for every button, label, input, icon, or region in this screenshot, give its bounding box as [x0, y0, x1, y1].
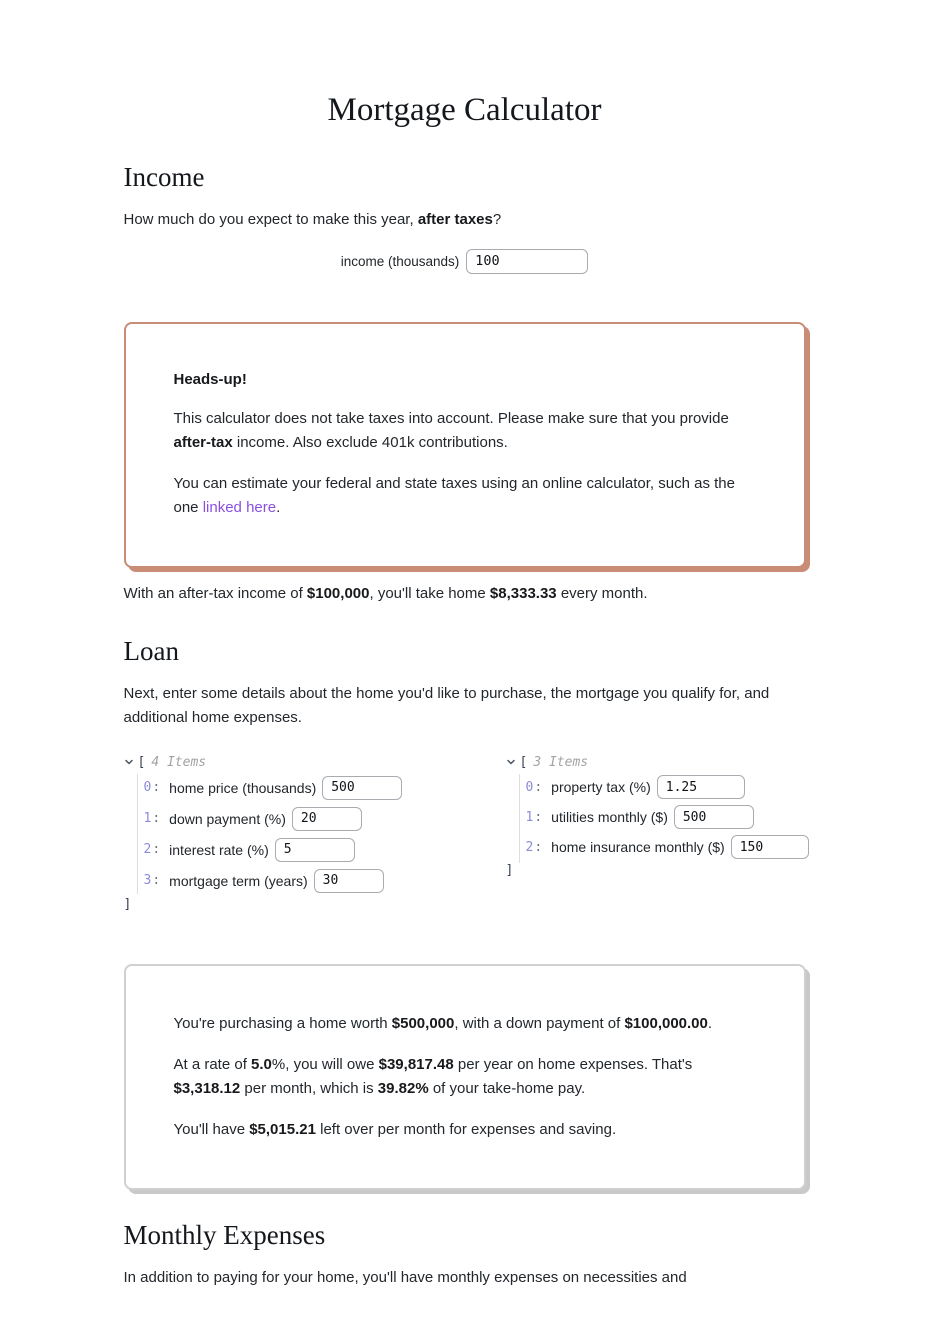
headsup-callout-title: Heads-up! — [173, 371, 247, 388]
summary-paragraph-1 — [174, 1012, 756, 1036]
utilities-label: utilities monthly ($) — [551, 809, 668, 825]
bold-value: after-tax — [173, 434, 233, 451]
text-segment: Next, enter some details about the home you'd like to purchase, the mortgage you qualify for, and additional home expenses. — [123, 685, 770, 726]
text-segment: You're purchasing a home worth — [173, 1015, 392, 1032]
row-index: 0 — [525, 779, 534, 795]
tree-indent-guide — [137, 774, 138, 894]
home-insurance-input[interactable] — [731, 835, 809, 859]
bold-value: 39.82% — [377, 1080, 429, 1097]
bold-value: $3,318.12 — [173, 1080, 241, 1097]
tree-row — [124, 834, 506, 865]
property-tax-input[interactable] — [657, 775, 745, 799]
row-index: 0 — [143, 780, 152, 795]
tree-row — [506, 772, 809, 802]
text-segment: , with a down payment of — [454, 1015, 625, 1032]
items-count-label: 4 Items — [151, 754, 207, 770]
income-input[interactable] — [466, 249, 588, 274]
interest-rate-label: interest rate (%) — [169, 841, 269, 858]
headsup-callout — [124, 322, 806, 568]
expenses-tree-header[interactable] — [506, 752, 809, 772]
text-segment: With an after-tax income of — [123, 585, 307, 602]
text-segment: . — [707, 1015, 713, 1032]
chevron-down-icon[interactable] — [506, 757, 516, 767]
row-colon: : — [534, 839, 543, 855]
home-price-input[interactable] — [322, 776, 402, 800]
bold-value: 5.0 — [251, 1056, 272, 1073]
loan-tree — [124, 752, 506, 914]
text-segment: %, you will owe — [271, 1056, 379, 1073]
text-segment: , you'll take home — [369, 585, 490, 602]
text-segment: of your take-home pay. — [428, 1080, 586, 1097]
loan-tree-header[interactable] — [124, 752, 506, 772]
items-count-label: 3 Items — [533, 754, 589, 770]
text-segment: In addition to paying for your home, you'll have monthly expenses on necessities and — [123, 1269, 687, 1286]
chevron-down-icon[interactable] — [124, 757, 134, 767]
open-bracket: [ — [519, 754, 528, 770]
income-section-heading: Income — [123, 162, 205, 192]
income-question-text — [124, 208, 806, 232]
page-title: Mortgage Calculator — [327, 92, 602, 128]
expenses-tree-column — [506, 752, 809, 914]
row-index: 3 — [143, 873, 152, 888]
text-segment: . — [276, 499, 281, 516]
home-price-label: home price (thousands) — [169, 779, 317, 796]
row-index: 2 — [143, 842, 152, 857]
headsup-paragraph-2 — [174, 472, 756, 520]
down-payment-input[interactable] — [292, 807, 362, 831]
row-index: 1 — [143, 811, 152, 826]
bold-value: $39,817.48 — [378, 1056, 454, 1073]
loan-section-heading: Loan — [123, 636, 179, 666]
bold-value: $100,000 — [306, 585, 370, 602]
bold-value: $8,333.33 — [489, 585, 557, 602]
tree-row — [124, 803, 506, 834]
monthly-intro-text — [124, 1266, 806, 1290]
close-bracket: ] — [123, 897, 132, 912]
loan-summary-callout — [124, 964, 806, 1190]
bold-value: $500,000 — [391, 1015, 455, 1032]
row-colon: : — [152, 811, 161, 826]
row-index: 2 — [525, 839, 534, 855]
close-bracket: ] — [505, 863, 514, 878]
text-segment: You can estimate your federal and state taxes using an online calculator, such as the one — [173, 475, 735, 516]
row-colon: : — [534, 809, 543, 825]
tree-row — [506, 832, 809, 862]
tree-row — [506, 802, 809, 832]
row-colon: : — [152, 780, 161, 795]
bold-value: $100,000.00 — [624, 1015, 708, 1032]
utilities-input[interactable] — [674, 805, 754, 829]
text-segment: You'll have — [173, 1121, 250, 1138]
mortgage-term-input[interactable] — [314, 869, 384, 893]
tree-row — [124, 865, 506, 896]
loan-inputs-area — [124, 752, 806, 914]
income-field-row — [124, 248, 806, 274]
tree-row — [124, 772, 506, 803]
row-colon: : — [152, 873, 161, 888]
bold-value: $5,015.21 — [249, 1121, 316, 1138]
linked-here-link[interactable]: linked here — [202, 499, 277, 516]
row-colon: : — [152, 842, 161, 857]
text-segment: left over per month for expenses and saving. — [315, 1121, 617, 1138]
interest-rate-input[interactable] — [275, 838, 355, 862]
text-segment: every month. — [556, 585, 648, 602]
income-field-label: income (thousands) — [340, 253, 460, 269]
bold-value: after taxes — [417, 211, 493, 228]
row-colon: : — [534, 779, 543, 795]
text-segment: At a rate of — [173, 1056, 252, 1073]
income-summary-text — [124, 582, 806, 606]
summary-paragraph-2 — [174, 1053, 756, 1101]
summary-paragraph-3 — [174, 1118, 756, 1142]
text-segment: income. Also exclude 401k contributions. — [232, 434, 508, 451]
text-segment: per year on home expenses. That's — [453, 1056, 693, 1073]
text-segment: How much do you expect to make this year, — [123, 211, 418, 228]
text-segment: per month, which is — [240, 1080, 378, 1097]
home-insurance-label: home insurance monthly ($) — [551, 839, 725, 855]
monthly-expenses-heading: Monthly Expenses — [123, 1220, 326, 1250]
tree-indent-guide — [519, 774, 520, 863]
text-segment: This calculator does not take taxes into account. Please make sure that you provide — [173, 410, 729, 427]
down-payment-label: down payment (%) — [169, 810, 286, 827]
expenses-tree — [506, 752, 809, 880]
mortgage-term-label: mortgage term (years) — [169, 872, 308, 889]
headsup-paragraph-1 — [174, 407, 756, 455]
text-segment: ? — [492, 211, 502, 228]
page-container — [124, 0, 806, 1290]
loan-tree-column — [124, 752, 506, 914]
row-index: 1 — [525, 809, 534, 825]
loan-intro-text — [124, 682, 806, 730]
open-bracket: [ — [137, 754, 146, 770]
property-tax-label: property tax (%) — [551, 779, 651, 795]
